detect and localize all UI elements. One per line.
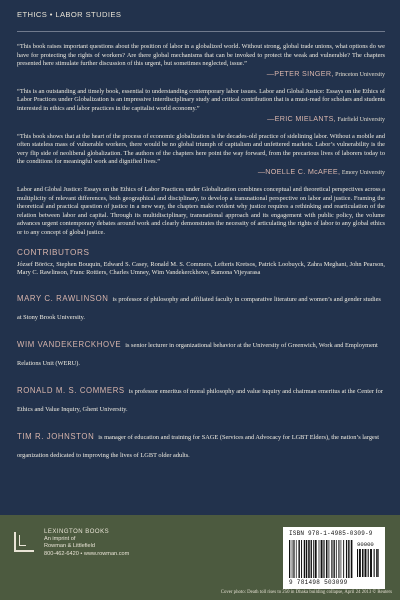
editor-bio-text: is professor of philosophy and affiliated faculty in comparative literature and women’s and gender studies at Stony Brook University. xyxy=(17,295,381,321)
editor-bio-text: is manager of education and training for SAGE (Services and Advocacy for LGBT Elders), the nation’s largest organization dedicated to improving the lives of LGBT older adults. xyxy=(17,433,380,459)
blurb-affiliation: Fairfield University xyxy=(337,116,385,123)
editor-bio xyxy=(17,426,385,462)
blurb-attribution xyxy=(17,69,385,78)
blurb-attribution xyxy=(17,114,385,123)
blurb xyxy=(17,133,385,176)
publisher-line: An imprint of xyxy=(44,536,76,543)
editor-bio-text: is senior lecturer in organizational behavior at the University of Greenwich, Work and Employment Relations Unit (WERU). xyxy=(17,341,378,367)
contributors-heading: CONTRIBUTORS xyxy=(17,247,90,257)
barcode-bars-icon xyxy=(289,540,353,578)
back-cover-text xyxy=(17,10,385,462)
blurb-attribution xyxy=(17,167,385,176)
cover-credit: Cover photo: Death toll rises to 250 in Dhaka building collapse, April 24 2013 © Reuters xyxy=(220,590,392,595)
isbn-barcode xyxy=(283,527,385,589)
blurb-affiliation: Princeton University xyxy=(335,71,385,78)
book-description: Labor and Global Justice: Essays on the Ethics of Labor Practices under Globalization combines conceptual and theoretical perspectives across a multiplicity of relevant differences, both geographical and disciplinary, to develop a transnational perspective on labor and justice. Framing the theoretical and practical question of justice in a new way, the chapters make evident why justice requires a rethinking and rearticulation of the relation between labor and capital. Through its multidisciplinary, transnational approach and its engagement with public policy, the volume advances urgent contemporary debates around work and clearly demonstrates the necessity of articulating the rights of labor to any global ethics or to any concept of global justice. xyxy=(17,185,385,236)
blurb-author: —NOELLE C. McAFEE, xyxy=(257,166,341,176)
blurb-affiliation: Emory University xyxy=(341,169,385,176)
price-barcode-icon xyxy=(357,549,379,577)
blurb xyxy=(17,43,385,78)
blurb-text: “This book shows that at the heart of the process of economic globalization is the decades-old practice of sidelining labor. Without a mobile and often stateless mass of vulnerable workers, there would be no global triumph of capitalism and unfettered markets. Labor’s vulnerability is the very flip side of neoliberal globalization. The authors of the chapters here point the way forward, from the precarious lives of laborers today to the conditions for meaningful work and dignified lives.” xyxy=(17,132,385,166)
publisher-name: LEXINGTON BOOKS xyxy=(44,529,110,535)
blurb-text: “This book raises important questions about the position of labor in a globalized world. Without strong, global trade unions, what options do we have for protecting the rights of workers? Are there global mechanisms that can be invoked to protect the weak and vulnerable? The chapters presented here stimulate further discussion of this urgent, but sometimes neglected, issue.” xyxy=(17,43,385,68)
price-code: 90000 xyxy=(357,541,374,548)
editor-name: RONALD M. S. COMMERS xyxy=(17,385,125,395)
isbn-digits: 9 781498 503099 xyxy=(289,579,348,586)
publisher-line: Rowman & Littlefield xyxy=(44,543,95,550)
divider xyxy=(17,31,385,32)
editor-name: MARY C. RAWLINSON xyxy=(17,293,109,303)
blurb xyxy=(17,88,385,123)
blurb-text: “This is an outstanding and timely book, essential to understanding contemporary labor issues. Labor and Global Justice: Essays on the Ethics of Labor Practices under Globalization is an impressive interdisciplinary study and critical contribution that is a must-read for scholars and students interested in ethics and labor practices in the capitalist world economy.” xyxy=(17,87,386,112)
publisher-info xyxy=(44,529,174,558)
publisher-line: 800-462-6420 • www.rowman.com xyxy=(44,550,130,557)
editor-bio xyxy=(17,380,385,416)
category-label: ETHICS • LABOR STUDIES xyxy=(17,10,122,19)
isbn-label: ISBN 978-1-4985-0309-9 xyxy=(289,530,373,537)
contributors-list: József Böröcz, Stephen Bouquin, Edward S. Casey, Ronald M. S. Commers, Lefteris Kretsos, Patrick Loobuyck, Zahra Meghani, John Pearson, Mary C. Rawlinson, Franc Rottiers, Charles Umney, Wim Vandekerckhove, Ramona Vijeyarasa xyxy=(17,260,385,277)
editor-name: WIM VANDEKERCKHOVE xyxy=(17,339,122,349)
editor-bio xyxy=(17,288,385,324)
blurb-author: —PETER SINGER, xyxy=(266,68,334,78)
lexington-logo-icon xyxy=(14,532,34,552)
editor-name: TIM R. JOHNSTON xyxy=(17,431,95,441)
editor-bio-text: is professor emeritus of moral philosophy and value inquiry and chairman emeritus at the Center for Ethics and Value Inquiry, Ghent University. xyxy=(17,387,383,413)
blurb-author: —ERIC MIELANTS, xyxy=(267,113,336,123)
editor-bio xyxy=(17,334,385,370)
